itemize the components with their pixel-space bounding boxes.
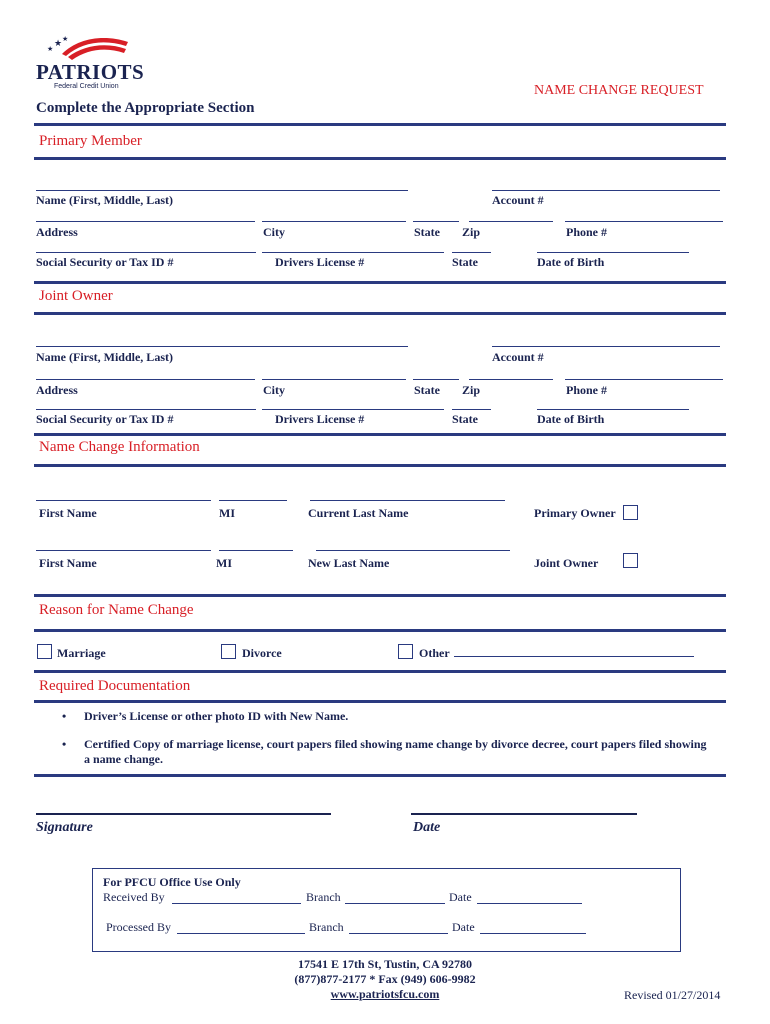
divider: [34, 594, 726, 597]
label: Social Security or Tax ID #: [36, 255, 174, 269]
divider: [34, 629, 726, 632]
divider: [34, 464, 726, 467]
label: State: [414, 383, 440, 397]
date-field[interactable]: [411, 813, 637, 815]
new-last-name-field[interactable]: [316, 550, 510, 551]
joint-dob-field[interactable]: [537, 409, 689, 410]
footer-address: 17541 E 17th St, Tustin, CA 92780: [297, 957, 473, 971]
label: Drivers License #: [275, 255, 365, 269]
received-date-field[interactable]: [477, 903, 582, 904]
label: State: [414, 225, 440, 239]
label: Account #: [492, 193, 544, 207]
logo: [36, 32, 146, 92]
current-last-name-field[interactable]: [310, 500, 505, 501]
label: Joint Owner: [534, 556, 599, 570]
primary-phone-field[interactable]: [565, 221, 723, 222]
current-mi-field[interactable]: [219, 500, 287, 501]
divorce-checkbox[interactable]: [221, 644, 236, 659]
joint-owner-checkbox[interactable]: [623, 553, 638, 568]
joint-account-field[interactable]: [492, 346, 720, 347]
label: Phone #: [566, 383, 608, 397]
divider: [34, 700, 726, 703]
current-first-name-field[interactable]: [36, 500, 211, 501]
date-label: Date: [449, 890, 472, 904]
revised-date: Revised 01/27/2014: [624, 988, 721, 1002]
branch-label: Branch: [309, 920, 344, 934]
section-heading-docs: Required Documentation: [39, 678, 191, 694]
svg-text:★: ★: [47, 45, 54, 53]
label: Phone #: [566, 225, 608, 239]
bullet-icon: •: [62, 709, 67, 723]
primary-state-field[interactable]: [413, 221, 459, 222]
received-by-field[interactable]: [172, 903, 301, 904]
divider: [34, 281, 726, 284]
primary-city-field[interactable]: [262, 221, 406, 222]
primary-dl-field[interactable]: [262, 252, 444, 253]
label: Current Last Name: [308, 506, 409, 520]
label: Social Security or Tax ID #: [36, 412, 174, 426]
divider: [34, 157, 726, 160]
marriage-checkbox[interactable]: [37, 644, 52, 659]
footer-website-link[interactable]: www.patriotsfcu.com: [330, 987, 440, 1001]
joint-address-field[interactable]: [36, 379, 255, 380]
label: First Name: [39, 506, 97, 520]
divider: [34, 670, 726, 673]
label: City: [263, 383, 285, 397]
joint-zip-field[interactable]: [469, 379, 553, 380]
label: First Name: [39, 556, 97, 570]
doc-item: Certified Copy of marriage license, court papers filed showing name change by divorce decree, court papers filed showing a name change.: [84, 737, 707, 766]
divider: [34, 312, 726, 315]
processed-date-field[interactable]: [480, 933, 586, 934]
primary-dob-field[interactable]: [537, 252, 689, 253]
joint-dl-field[interactable]: [262, 409, 444, 410]
primary-owner-checkbox[interactable]: [623, 505, 638, 520]
signature-field[interactable]: [36, 813, 331, 815]
date-label: Date: [413, 820, 441, 835]
label: Drivers License #: [275, 412, 365, 426]
form-title: NAME CHANGE REQUEST: [534, 83, 704, 98]
label: Primary Owner: [534, 506, 616, 520]
joint-ssn-field[interactable]: [36, 409, 256, 410]
new-first-name-field[interactable]: [36, 550, 211, 551]
primary-zip-field[interactable]: [469, 221, 553, 222]
logo-subtitle: Federal Credit Union: [54, 83, 119, 90]
joint-city-field[interactable]: [262, 379, 406, 380]
processed-branch-field[interactable]: [349, 933, 448, 934]
joint-name-field[interactable]: [36, 346, 408, 347]
section-heading-reason: Reason for Name Change: [39, 602, 194, 618]
label: Name (First, Middle, Last): [36, 350, 173, 364]
label: City: [263, 225, 285, 239]
received-by-label: Received By: [103, 890, 165, 904]
signature-label: Signature: [36, 820, 93, 835]
label: MI: [216, 556, 232, 570]
label: Marriage: [57, 646, 106, 660]
label: State: [452, 255, 478, 269]
joint-phone-field[interactable]: [565, 379, 723, 380]
label: Date of Birth: [537, 255, 605, 269]
other-checkbox[interactable]: [398, 644, 413, 659]
bullet-icon: •: [62, 737, 67, 751]
instruction: Complete the Appropriate Section: [36, 100, 255, 116]
footer-phone: (877)877-2177 * Fax (949) 606-9982: [294, 972, 476, 986]
primary-name-field[interactable]: [36, 190, 408, 191]
office-use-title: For PFCU Office Use Only: [103, 875, 241, 889]
label: New Last Name: [308, 556, 390, 570]
label: Account #: [492, 350, 544, 364]
label: Date of Birth: [537, 412, 605, 426]
label: Divorce: [242, 646, 282, 660]
doc-item: Driver’s License or other photo ID with New Name.: [84, 709, 349, 723]
section-heading-joint: Joint Owner: [39, 288, 113, 304]
svg-text:★: ★: [54, 38, 63, 48]
branch-label: Branch: [306, 890, 341, 904]
primary-address-field[interactable]: [36, 221, 255, 222]
label: Zip: [462, 225, 481, 239]
label: Other: [419, 646, 450, 660]
logo-name: PATRIOTS: [36, 60, 145, 84]
primary-dl-state-field[interactable]: [452, 252, 491, 253]
label: State: [452, 412, 478, 426]
primary-ssn-field[interactable]: [36, 252, 256, 253]
label: Address: [36, 383, 78, 397]
section-heading-name-change: Name Change Information: [39, 439, 200, 455]
divider: [34, 774, 726, 777]
date-label: Date: [452, 920, 475, 934]
divider: [34, 433, 726, 436]
label: Address: [36, 225, 78, 239]
primary-account-field[interactable]: [492, 190, 720, 191]
label: MI: [219, 506, 235, 520]
other-reason-field[interactable]: [454, 656, 694, 657]
joint-dl-state-field[interactable]: [452, 409, 491, 410]
new-mi-field[interactable]: [219, 550, 293, 551]
label: Zip: [462, 383, 481, 397]
section-heading-primary: Primary Member: [39, 133, 142, 149]
joint-state-field[interactable]: [413, 379, 459, 380]
svg-text:★: ★: [62, 35, 69, 43]
received-branch-field[interactable]: [345, 903, 445, 904]
divider: [34, 123, 726, 126]
label: Name (First, Middle, Last): [36, 193, 173, 207]
processed-by-label: Processed By: [106, 920, 171, 934]
processed-by-field[interactable]: [177, 933, 305, 934]
